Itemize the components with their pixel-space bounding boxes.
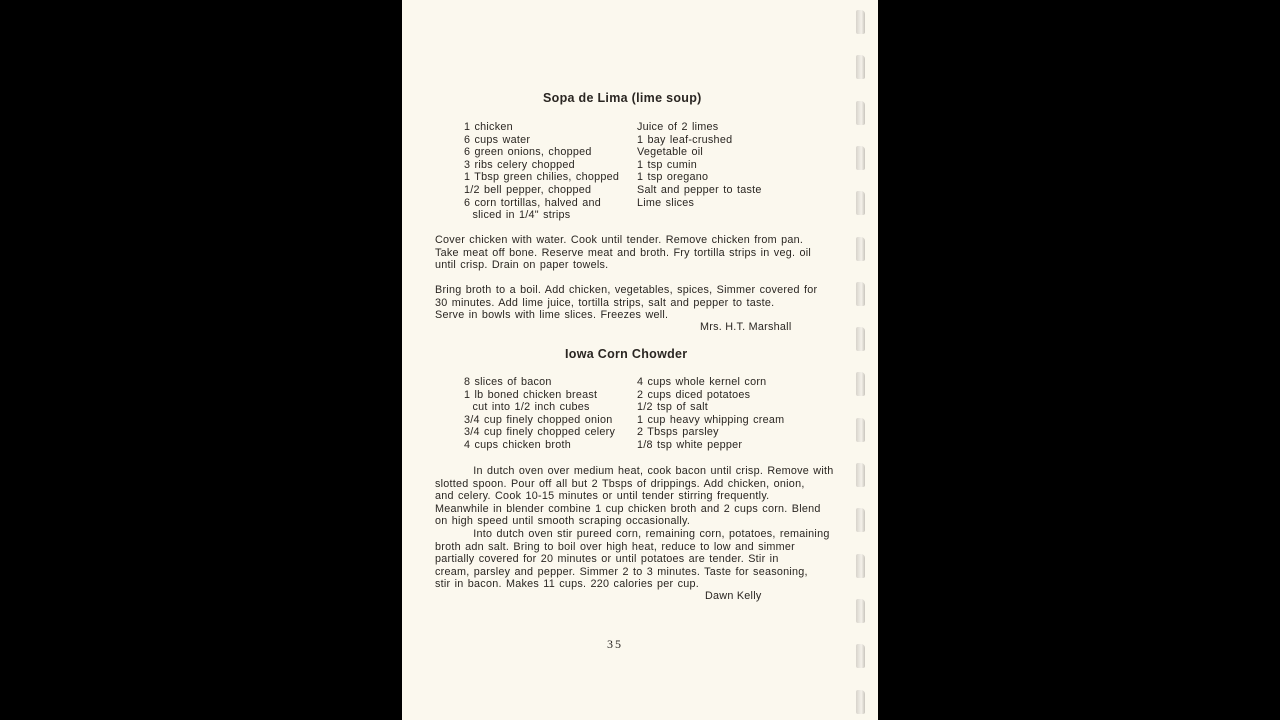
text-line: 1/8 tsp white pepper bbox=[637, 438, 743, 451]
binding-hole bbox=[856, 55, 865, 79]
text-line: 2 cups diced potatoes bbox=[637, 388, 751, 401]
text-line: 1 tsp cumin bbox=[637, 158, 697, 171]
text-line: Meanwhile in blender combine 1 cup chicken broth and 2 cups corn. Blend bbox=[435, 502, 821, 515]
binding-hole bbox=[856, 191, 865, 215]
text-line: Serve in bowls with lime slices. Freezes well. bbox=[435, 309, 669, 322]
text-line: 4 cups whole kernel corn bbox=[637, 376, 767, 388]
text-line: Salt and pepper to taste bbox=[637, 183, 762, 196]
binding-hole bbox=[856, 237, 865, 261]
instructions-paragraph bbox=[435, 465, 833, 591]
instructions-paragraph bbox=[435, 234, 811, 272]
binding-hole bbox=[856, 418, 865, 442]
binding-hole bbox=[856, 10, 865, 34]
binding-hole bbox=[856, 644, 865, 668]
text-line: 6 cups water bbox=[464, 133, 531, 146]
text-line: broth adn salt. Bring to boil over high heat, reduce to low and simmer bbox=[435, 540, 795, 553]
text-line: partially covered for 20 minutes or until potatoes are tender. Stir in bbox=[435, 553, 779, 566]
text-line: 1 tsp oregano bbox=[637, 171, 709, 184]
instructions-paragraph bbox=[435, 284, 817, 322]
binding-hole bbox=[856, 599, 865, 623]
text-line: slotted spoon. Pour off all but 2 Tbsps of drippings. Add chicken, onion, bbox=[435, 477, 805, 490]
text-line: 1 chicken bbox=[464, 121, 513, 133]
text-line: Cover chicken with water. Cook until tender. Remove chicken from pan. bbox=[435, 234, 804, 246]
text-line: 3 ribs celery chopped bbox=[464, 158, 575, 171]
text-line: Lime slices bbox=[637, 196, 695, 209]
ingredients-left bbox=[464, 376, 615, 452]
text-line: cream, parsley and pepper. Simmer 2 to 3 minutes. Taste for seasoning, bbox=[435, 565, 808, 578]
binding-hole bbox=[856, 463, 865, 487]
binding-hole bbox=[856, 372, 865, 396]
text-line: 1/2 bell pepper, chopped bbox=[464, 183, 592, 196]
ingredients-left bbox=[464, 121, 619, 222]
text-line: 1 bay leaf-crushed bbox=[637, 133, 733, 146]
ingredients-right bbox=[637, 121, 762, 209]
text-line: 1 lb boned chicken breast bbox=[464, 388, 598, 401]
text-line: stir in bacon. Makes 11 cups. 220 calories per cup. bbox=[435, 578, 700, 591]
recipe-author: Dawn Kelly bbox=[705, 590, 762, 602]
text-line: 8 slices of bacon bbox=[464, 376, 552, 388]
text-line: In dutch oven over medium heat, cook bacon until crisp. Remove with bbox=[435, 465, 834, 477]
text-line: 3/4 cup finely chopped onion bbox=[464, 413, 613, 426]
text-line: on high speed until smooth scraping occasionally. bbox=[435, 515, 691, 528]
text-line: sliced in 1/4" strips bbox=[464, 209, 571, 222]
binding-hole bbox=[856, 327, 865, 351]
text-line: 3/4 cup finely chopped celery bbox=[464, 426, 616, 439]
recipe-title: Sopa de Lima (lime soup) bbox=[543, 91, 702, 105]
cookbook-page bbox=[402, 0, 878, 720]
text-line: cut into 1/2 inch cubes bbox=[464, 401, 590, 414]
binding-hole bbox=[856, 690, 865, 714]
recipe-author: Mrs. H.T. Marshall bbox=[700, 321, 792, 333]
binding-hole bbox=[856, 101, 865, 125]
text-line: 30 minutes. Add lime juice, tortilla strips, salt and pepper to taste. bbox=[435, 296, 775, 309]
ingredients-right bbox=[637, 376, 784, 452]
text-line: Take meat off bone. Reserve meat and broth. Fry tortilla strips in veg. oil bbox=[435, 246, 812, 259]
text-line: and celery. Cook 10-15 minutes or until tender stirring frequently. bbox=[435, 490, 770, 503]
page-number: 35 bbox=[607, 637, 623, 651]
text-line: 1/2 tsp of salt bbox=[637, 401, 708, 414]
text-line: 2 Tbsps parsley bbox=[637, 426, 719, 439]
binding-hole bbox=[856, 554, 865, 578]
binding-hole bbox=[856, 508, 865, 532]
recipe-title: Iowa Corn Chowder bbox=[565, 347, 688, 361]
text-line: until crisp. Drain on paper towels. bbox=[435, 259, 609, 272]
text-line: Vegetable oil bbox=[637, 146, 704, 159]
text-line: 1 cup heavy whipping cream bbox=[637, 413, 785, 426]
text-line: 6 corn tortillas, halved and bbox=[464, 196, 602, 209]
text-line: Bring broth to a boil. Add chicken, vegetables, spices, Simmer covered for bbox=[435, 284, 818, 296]
text-line: 6 green onions, chopped bbox=[464, 146, 592, 159]
text-line: 1 Tbsp green chilies, chopped bbox=[464, 171, 620, 184]
text-line: Into dutch oven stir pureed corn, remaining corn, potatoes, remaining bbox=[435, 527, 830, 540]
text-line: Juice of 2 limes bbox=[637, 121, 719, 133]
binding-hole bbox=[856, 146, 865, 170]
text-line: 4 cups chicken broth bbox=[464, 438, 572, 451]
binding-hole bbox=[856, 282, 865, 306]
